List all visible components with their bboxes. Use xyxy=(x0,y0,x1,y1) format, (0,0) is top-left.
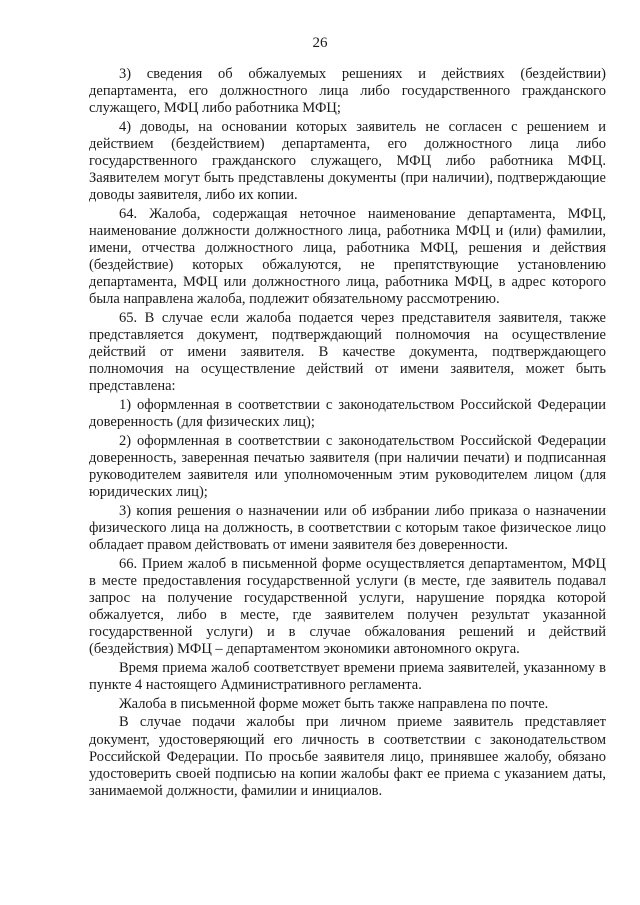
paragraph-mail: Жалоба в письменной форме может быть также направлена по почте. xyxy=(119,695,549,712)
paragraph-65-item-3: 3) копия решения о назначении или об избрании либо приказа о назначении физического лица на должность, в соответствии с которым такое физическое лицо обладает правом действовать от имени заявителя без доверенности. xyxy=(89,502,606,554)
paragraph-64: 64. Жалоба, содержащая неточное наименование департамента, МФЦ, наименование должности должностного лица, работника МФЦ и (или) фамилии, имени, отчества должностного лица, работника МФЦ, решения и действия (бездействие) которых обжалуются, не препятствующие установлению департамента, МФЦ или должностного лица, работника МФЦ, в адрес которого была направлена жалоба, подлежит обязательному рассмотрению. xyxy=(89,205,606,308)
paragraph-item-3: 3) сведения об обжалуемых решениях и действиях (бездействии) департамента, его должностного лица либо государственного гражданского служащего, МФЦ либо работника МФЦ; xyxy=(89,66,606,117)
paragraph-reception-time: Время приема жалоб соответствует времени приема заявителей, указанному в пункте 4 настоящего Административного регламента. xyxy=(89,659,606,694)
paragraph-65-item-2: 2) оформленная в соответствии с законодательством Российской Федерации доверенность, заверенная печатью заявителя (при наличии печати) и подписанная руководителем заявителя или уполномоченным этим руководителем лицом (для юридических лиц); xyxy=(89,432,606,501)
page-number: 26 xyxy=(312,35,328,51)
paragraph-65-item-1: 1) оформленная в соответствии с законодательством Российской Федерации доверенность (для физических лиц); xyxy=(89,397,606,431)
paragraph-65: 65. В случае если жалоба подается через представителя заявителя, также представляется документ, подтверждающий полномочия на осуществление действий от имени заявителя. В качестве документа, подтверждающего полномочия на осуществление действий от имени заявителя, может быть представлена: xyxy=(89,310,606,395)
paragraph-item-4: 4) доводы, на основании которых заявитель не согласен с решением и действием (бездействием) департамента, его должностного лица либо государственного гражданского служащего, МФЦ либо работника МФЦ. Заявителем могут быть представлены документы (при наличии), подтверждающие доводы заявителя, либо их копии. xyxy=(89,118,606,204)
paragraph-66: 66. Прием жалоб в письменной форме осуществляется департаментом, МФЦ в месте предоставления государственной услуги (в месте, где заявитель подавал запрос на получение государственной услуги, нарушение порядка которой обжалуется, либо в месте, где заявителем получен результат указанной государственной услуги) и в случае обжалования решений и действий (бездействия) МФЦ – департаментом экономики автономного округа. xyxy=(89,555,606,658)
document-body xyxy=(89,66,606,801)
paragraph-personal-reception: В случае подачи жалобы при личном приеме заявитель представляет документ, удостоверяющий его личность в соответствии с законодательством Российской Федерации. По просьбе заявителя лицо, принявшее жалобу, обязано удостоверить своей подписью на копии жалобы факт ее приема с указанием даты, занимаемой должности, фамилии и инициалов. xyxy=(89,714,606,799)
